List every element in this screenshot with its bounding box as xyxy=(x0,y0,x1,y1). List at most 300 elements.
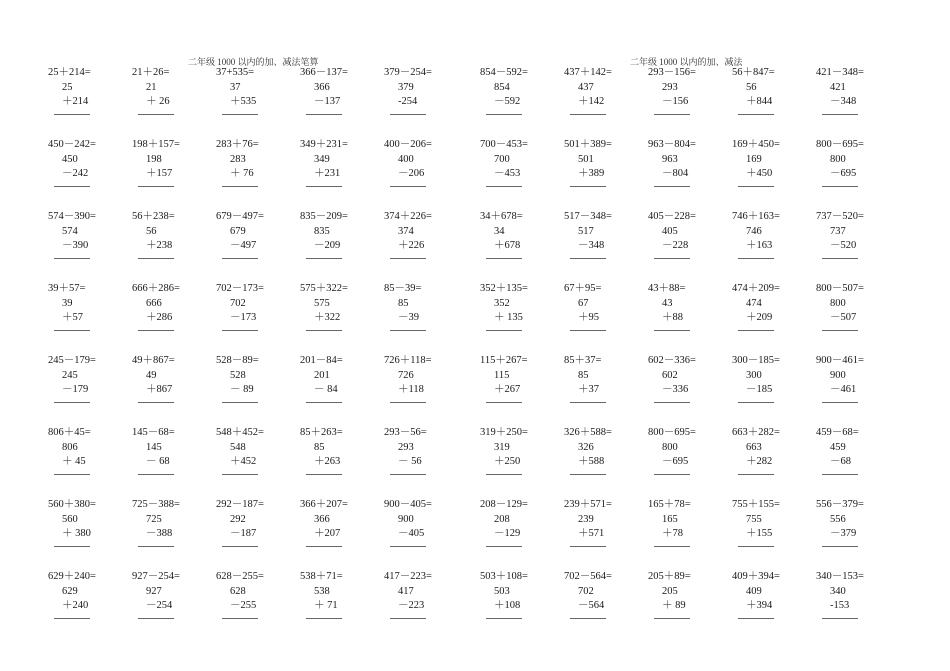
operator-second-number: ＋118 xyxy=(398,384,424,395)
first-addend: 349 xyxy=(314,153,330,165)
problem-right-3-1 xyxy=(564,282,646,342)
answer-line xyxy=(222,182,258,187)
first-addend: 21 xyxy=(146,81,157,93)
answer-line xyxy=(390,542,426,547)
first-addend: 737 xyxy=(830,225,846,237)
problem-left-1-3 xyxy=(300,138,382,198)
answer-line xyxy=(54,254,90,259)
problem-equation: 293－56= xyxy=(384,427,427,438)
operator-second-number: ＋588 xyxy=(578,456,605,467)
problem-equation: 366＋207= xyxy=(300,499,348,510)
problem-equation: 737－520= xyxy=(816,211,864,222)
first-addend: 293 xyxy=(398,441,414,453)
problem-left-4-0 xyxy=(48,354,130,414)
first-addend: 700 xyxy=(494,153,510,165)
answer-line xyxy=(306,110,342,115)
answer-line xyxy=(654,254,690,259)
answer-line xyxy=(738,542,774,547)
operator-second-number: －206 xyxy=(398,168,425,179)
operator-second-number: －187 xyxy=(230,528,257,539)
problem-left-3-0 xyxy=(48,282,130,342)
problem-right-3-2 xyxy=(648,282,730,342)
first-addend: 283 xyxy=(230,153,246,165)
problem-right-0-2 xyxy=(648,66,730,126)
problem-left-4-3 xyxy=(300,354,382,414)
first-addend: 85 xyxy=(398,297,409,309)
answer-line xyxy=(306,614,342,619)
problem-equation: 746＋163= xyxy=(732,211,780,222)
problem-right-5-3 xyxy=(732,426,814,486)
first-addend: 755 xyxy=(746,513,762,525)
problem-left-5-3 xyxy=(300,426,382,486)
problem-left-2-4 xyxy=(384,210,466,270)
answer-line xyxy=(390,470,426,475)
first-addend: 34 xyxy=(494,225,505,237)
problem-left-3-1 xyxy=(132,282,214,342)
operator-second-number: ＋678 xyxy=(494,240,521,251)
first-addend: 165 xyxy=(662,513,678,525)
answer-line xyxy=(486,182,522,187)
first-addend: 292 xyxy=(230,513,246,525)
first-addend: 474 xyxy=(746,297,762,309)
problem-equation: 201－84= xyxy=(300,355,343,366)
operator-second-number: ＋88 xyxy=(662,312,683,323)
answer-line xyxy=(738,110,774,115)
first-addend: 503 xyxy=(494,585,510,597)
operator-second-number: ＋209 xyxy=(746,312,773,323)
problem-right-1-1 xyxy=(564,138,646,198)
problem-right-5-0 xyxy=(480,426,562,486)
problem-right-2-1 xyxy=(564,210,646,270)
answer-line xyxy=(822,182,858,187)
operator-second-number: －173 xyxy=(230,312,257,323)
problem-right-4-0 xyxy=(480,354,562,414)
first-addend: 352 xyxy=(494,297,510,309)
operator-second-number: －405 xyxy=(398,528,425,539)
answer-line xyxy=(570,398,606,403)
problem-left-1-1 xyxy=(132,138,214,198)
operator-second-number: ＋214 xyxy=(62,96,89,107)
problem-equation: 198＋157= xyxy=(132,139,180,150)
operator-second-number: －228 xyxy=(662,240,689,251)
problem-left-7-1 xyxy=(132,570,214,630)
problem-left-4-4 xyxy=(384,354,466,414)
problem-equation: 405－228= xyxy=(648,211,696,222)
problem-left-6-3 xyxy=(300,498,382,558)
answer-line xyxy=(390,110,426,115)
operator-second-number: －695 xyxy=(662,456,689,467)
operator-second-number: ＋155 xyxy=(746,528,773,539)
first-addend: 800 xyxy=(830,153,846,165)
answer-line xyxy=(486,326,522,331)
answer-line xyxy=(570,182,606,187)
answer-line xyxy=(54,182,90,187)
operator-second-number: ＋207 xyxy=(314,528,341,539)
problem-left-5-4 xyxy=(384,426,466,486)
operator-second-number: －453 xyxy=(494,168,521,179)
problem-right-6-3 xyxy=(732,498,814,558)
problem-left-3-4 xyxy=(384,282,466,342)
problem-left-5-1 xyxy=(132,426,214,486)
answer-line xyxy=(390,398,426,403)
problem-right-7-1 xyxy=(564,570,646,630)
problem-right-5-2 xyxy=(648,426,730,486)
problem-left-1-4 xyxy=(384,138,466,198)
problem-left-4-2 xyxy=(216,354,298,414)
problem-left-2-0 xyxy=(48,210,130,270)
problem-equation: 326＋588= xyxy=(564,427,612,438)
problem-equation: 400－206= xyxy=(384,139,432,150)
operator-second-number: ＋322 xyxy=(314,312,341,323)
answer-line xyxy=(486,470,522,475)
answer-line xyxy=(306,326,342,331)
answer-line xyxy=(570,470,606,475)
problem-equation: 85－39= xyxy=(384,283,422,294)
operator-second-number: －242 xyxy=(62,168,89,179)
problem-left-6-4 xyxy=(384,498,466,558)
operator-second-number: ＋157 xyxy=(146,168,173,179)
problem-equation: 56＋847= xyxy=(732,67,775,78)
first-addend: 405 xyxy=(662,225,678,237)
answer-line xyxy=(222,326,258,331)
problem-right-2-0 xyxy=(480,210,562,270)
answer-line xyxy=(306,254,342,259)
first-addend: 245 xyxy=(62,369,78,381)
problem-equation: 474＋209= xyxy=(732,283,780,294)
problem-equation: 349＋231= xyxy=(300,139,348,150)
problem-equation: 459－68= xyxy=(816,427,859,438)
operator-second-number: ＋238 xyxy=(146,240,173,251)
operator-second-number: －520 xyxy=(830,240,857,251)
problem-right-5-4 xyxy=(816,426,898,486)
answer-line xyxy=(570,254,606,259)
problem-equation: 806＋45= xyxy=(48,427,91,438)
first-addend: 201 xyxy=(314,369,330,381)
operator-second-number: ＋844 xyxy=(746,96,773,107)
problem-equation: 208－129= xyxy=(480,499,528,510)
operator-second-number: －348 xyxy=(578,240,605,251)
first-addend: 43 xyxy=(662,297,673,309)
problem-right-0-4 xyxy=(816,66,898,126)
first-addend: 39 xyxy=(62,297,73,309)
first-addend: 501 xyxy=(578,153,594,165)
problem-equation: 239＋571= xyxy=(564,499,612,510)
operator-second-number: ＋142 xyxy=(578,96,605,107)
operator-second-number: －137 xyxy=(314,96,341,107)
first-addend: 366 xyxy=(314,81,330,93)
problem-equation: 503＋108= xyxy=(480,571,528,582)
operator-second-number: ＋ 380 xyxy=(62,528,91,539)
answer-line xyxy=(738,614,774,619)
problem-right-7-0 xyxy=(480,570,562,630)
operator-second-number: ＋240 xyxy=(62,600,89,611)
answer-line xyxy=(486,542,522,547)
problem-right-7-2 xyxy=(648,570,730,630)
problem-right-3-3 xyxy=(732,282,814,342)
problem-equation: 115＋267= xyxy=(480,355,528,366)
operator-second-number: ＋ 45 xyxy=(62,456,86,467)
problem-right-2-2 xyxy=(648,210,730,270)
answer-line xyxy=(306,182,342,187)
first-addend: 56 xyxy=(746,81,757,93)
problem-equation: 755＋155= xyxy=(732,499,780,510)
operator-second-number: ＋ 71 xyxy=(314,600,338,611)
problem-left-5-0 xyxy=(48,426,130,486)
worksheet-title-left: 二年级 1000 以内的加、减法笔算 xyxy=(188,57,319,67)
problem-left-2-1 xyxy=(132,210,214,270)
first-addend: 560 xyxy=(62,513,78,525)
answer-line xyxy=(654,542,690,547)
answer-line xyxy=(54,542,90,547)
problem-equation: 702－173= xyxy=(216,283,264,294)
first-addend: 374 xyxy=(398,225,414,237)
problem-equation: 417－223= xyxy=(384,571,432,582)
problem-right-4-2 xyxy=(648,354,730,414)
answer-line xyxy=(570,110,606,115)
problem-equation: 700－453= xyxy=(480,139,528,150)
first-addend: 239 xyxy=(578,513,594,525)
first-addend: 319 xyxy=(494,441,510,453)
first-addend: 702 xyxy=(230,297,246,309)
answer-line xyxy=(486,614,522,619)
first-addend: 459 xyxy=(830,441,846,453)
answer-line xyxy=(654,398,690,403)
operator-second-number: -153 xyxy=(830,600,850,611)
first-addend: 37 xyxy=(230,81,241,93)
answer-line xyxy=(738,398,774,403)
first-addend: 400 xyxy=(398,153,414,165)
answer-line xyxy=(138,542,174,547)
first-addend: 538 xyxy=(314,585,330,597)
answer-line xyxy=(654,470,690,475)
operator-second-number: －695 xyxy=(830,168,857,179)
problem-equation: 374＋226= xyxy=(384,211,432,222)
problem-equation: 283＋76= xyxy=(216,139,259,150)
operator-second-number: －254 xyxy=(146,600,173,611)
answer-line xyxy=(654,110,690,115)
answer-line xyxy=(138,110,174,115)
operator-second-number: －156 xyxy=(662,96,689,107)
problem-equation: 165＋78= xyxy=(648,499,691,510)
answer-line xyxy=(54,110,90,115)
operator-second-number: －179 xyxy=(62,384,89,395)
problem-right-4-1 xyxy=(564,354,646,414)
answer-line xyxy=(390,326,426,331)
operator-second-number: -254 xyxy=(398,96,418,107)
operator-second-number: ＋571 xyxy=(578,528,605,539)
problem-left-1-2 xyxy=(216,138,298,198)
problem-left-3-2 xyxy=(216,282,298,342)
operator-second-number: －564 xyxy=(578,600,605,611)
problem-left-1-0 xyxy=(48,138,130,198)
problem-equation: 679－497= xyxy=(216,211,264,222)
problem-equation: 725－388= xyxy=(132,499,180,510)
answer-line xyxy=(570,614,606,619)
answer-line xyxy=(822,110,858,115)
operator-second-number: ＋286 xyxy=(146,312,173,323)
first-addend: 548 xyxy=(230,441,246,453)
problem-equation: 560＋380= xyxy=(48,499,96,510)
problem-equation: 726＋118= xyxy=(384,355,432,366)
problem-equation: 663＋282= xyxy=(732,427,780,438)
operator-second-number: ＋37 xyxy=(578,384,599,395)
worksheet-title-right: 二年级 1000 以内的加、减法 xyxy=(630,57,743,67)
problem-equation: 900－461= xyxy=(816,355,864,366)
problem-equation: 628－255= xyxy=(216,571,264,582)
problem-grid-left xyxy=(48,66,478,666)
operator-second-number: ＋250 xyxy=(494,456,521,467)
first-addend: 517 xyxy=(578,225,594,237)
problem-left-5-2 xyxy=(216,426,298,486)
problem-right-4-4 xyxy=(816,354,898,414)
problem-equation: 34＋678= xyxy=(480,211,523,222)
answer-line xyxy=(654,326,690,331)
answer-line xyxy=(570,326,606,331)
problem-equation: 39＋57= xyxy=(48,283,86,294)
problem-equation: 800－507= xyxy=(816,283,864,294)
first-addend: 208 xyxy=(494,513,510,525)
answer-line xyxy=(222,110,258,115)
answer-line xyxy=(738,254,774,259)
problem-right-6-4 xyxy=(816,498,898,558)
operator-second-number: ＋ 135 xyxy=(494,312,523,323)
problem-equation: 963－804= xyxy=(648,139,696,150)
operator-second-number: ＋263 xyxy=(314,456,341,467)
operator-second-number: ＋78 xyxy=(662,528,683,539)
first-addend: 49 xyxy=(146,369,157,381)
first-addend: 293 xyxy=(662,81,678,93)
problem-left-7-3 xyxy=(300,570,382,630)
problem-equation: 501＋389= xyxy=(564,139,612,150)
answer-line xyxy=(222,470,258,475)
first-addend: 679 xyxy=(230,225,246,237)
problem-equation: 450－242= xyxy=(48,139,96,150)
operator-second-number: －39 xyxy=(398,312,419,323)
problem-right-2-3 xyxy=(732,210,814,270)
problem-right-5-1 xyxy=(564,426,646,486)
problem-equation: 538＋71= xyxy=(300,571,343,582)
operator-second-number: ＋231 xyxy=(314,168,341,179)
problem-left-0-3 xyxy=(300,66,382,126)
operator-second-number: ＋95 xyxy=(578,312,599,323)
answer-line xyxy=(54,326,90,331)
problem-equation: 421－348= xyxy=(816,67,864,78)
operator-second-number: －348 xyxy=(830,96,857,107)
first-addend: 421 xyxy=(830,81,846,93)
operator-second-number: ＋389 xyxy=(578,168,605,179)
first-addend: 806 xyxy=(62,441,78,453)
first-addend: 963 xyxy=(662,153,678,165)
problem-equation: 245－179= xyxy=(48,355,96,366)
answer-line xyxy=(822,470,858,475)
first-addend: 835 xyxy=(314,225,330,237)
answer-line xyxy=(822,254,858,259)
problem-equation: 56＋238= xyxy=(132,211,175,222)
first-addend: 575 xyxy=(314,297,330,309)
problem-equation: 293－156= xyxy=(648,67,696,78)
answer-line xyxy=(222,398,258,403)
first-addend: 854 xyxy=(494,81,510,93)
problem-left-0-2 xyxy=(216,66,298,126)
first-addend: 574 xyxy=(62,225,78,237)
problem-equation: 49＋867= xyxy=(132,355,175,366)
problem-equation: 21＋26= xyxy=(132,67,170,78)
answer-line xyxy=(138,398,174,403)
first-addend: 366 xyxy=(314,513,330,525)
problem-equation: 352＋135= xyxy=(480,283,528,294)
answer-line xyxy=(822,614,858,619)
operator-second-number: －461 xyxy=(830,384,857,395)
first-addend: 900 xyxy=(830,369,846,381)
first-addend: 326 xyxy=(578,441,594,453)
problem-right-4-3 xyxy=(732,354,814,414)
operator-second-number: －497 xyxy=(230,240,257,251)
operator-second-number: －507 xyxy=(830,312,857,323)
problem-right-0-3 xyxy=(732,66,814,126)
first-addend: 145 xyxy=(146,441,162,453)
problem-left-6-1 xyxy=(132,498,214,558)
answer-line xyxy=(138,470,174,475)
operator-second-number: ＋ 89 xyxy=(662,600,686,611)
problem-equation: 145－68= xyxy=(132,427,175,438)
problem-equation: 340－153= xyxy=(816,571,864,582)
problem-right-2-4 xyxy=(816,210,898,270)
problem-right-6-0 xyxy=(480,498,562,558)
first-addend: 67 xyxy=(578,297,589,309)
operator-second-number: ＋108 xyxy=(494,600,521,611)
first-addend: 115 xyxy=(494,369,510,381)
first-addend: 725 xyxy=(146,513,162,525)
problem-left-0-0 xyxy=(48,66,130,126)
first-addend: 300 xyxy=(746,369,762,381)
problem-equation: 43＋88= xyxy=(648,283,686,294)
answer-line xyxy=(222,254,258,259)
operator-second-number: －388 xyxy=(146,528,173,539)
problem-right-0-0 xyxy=(480,66,562,126)
answer-line xyxy=(54,470,90,475)
first-addend: 198 xyxy=(146,153,162,165)
problem-equation: 575＋322= xyxy=(300,283,348,294)
problem-equation: 67＋95= xyxy=(564,283,602,294)
problem-equation: 835－209= xyxy=(300,211,348,222)
problem-left-6-0 xyxy=(48,498,130,558)
problem-left-2-2 xyxy=(216,210,298,270)
problem-right-3-0 xyxy=(480,282,562,342)
problem-equation: 602－336= xyxy=(648,355,696,366)
problem-equation: 548＋452= xyxy=(216,427,264,438)
problem-left-7-2 xyxy=(216,570,298,630)
operator-second-number: －390 xyxy=(62,240,89,251)
problem-equation: 319＋250= xyxy=(480,427,528,438)
answer-line xyxy=(306,470,342,475)
problem-equation: 437＋142= xyxy=(564,67,612,78)
answer-line xyxy=(822,398,858,403)
answer-line xyxy=(222,614,258,619)
answer-line xyxy=(138,614,174,619)
first-addend: 666 xyxy=(146,297,162,309)
operator-second-number: －255 xyxy=(230,600,257,611)
answer-line xyxy=(822,326,858,331)
operator-second-number: ＋452 xyxy=(230,456,257,467)
first-addend: 528 xyxy=(230,369,246,381)
first-addend: 726 xyxy=(398,369,414,381)
first-addend: 417 xyxy=(398,585,414,597)
problem-right-0-1 xyxy=(564,66,646,126)
first-addend: 56 xyxy=(146,225,157,237)
problem-equation: 556－379= xyxy=(816,499,864,510)
answer-line xyxy=(222,542,258,547)
first-addend: 556 xyxy=(830,513,846,525)
